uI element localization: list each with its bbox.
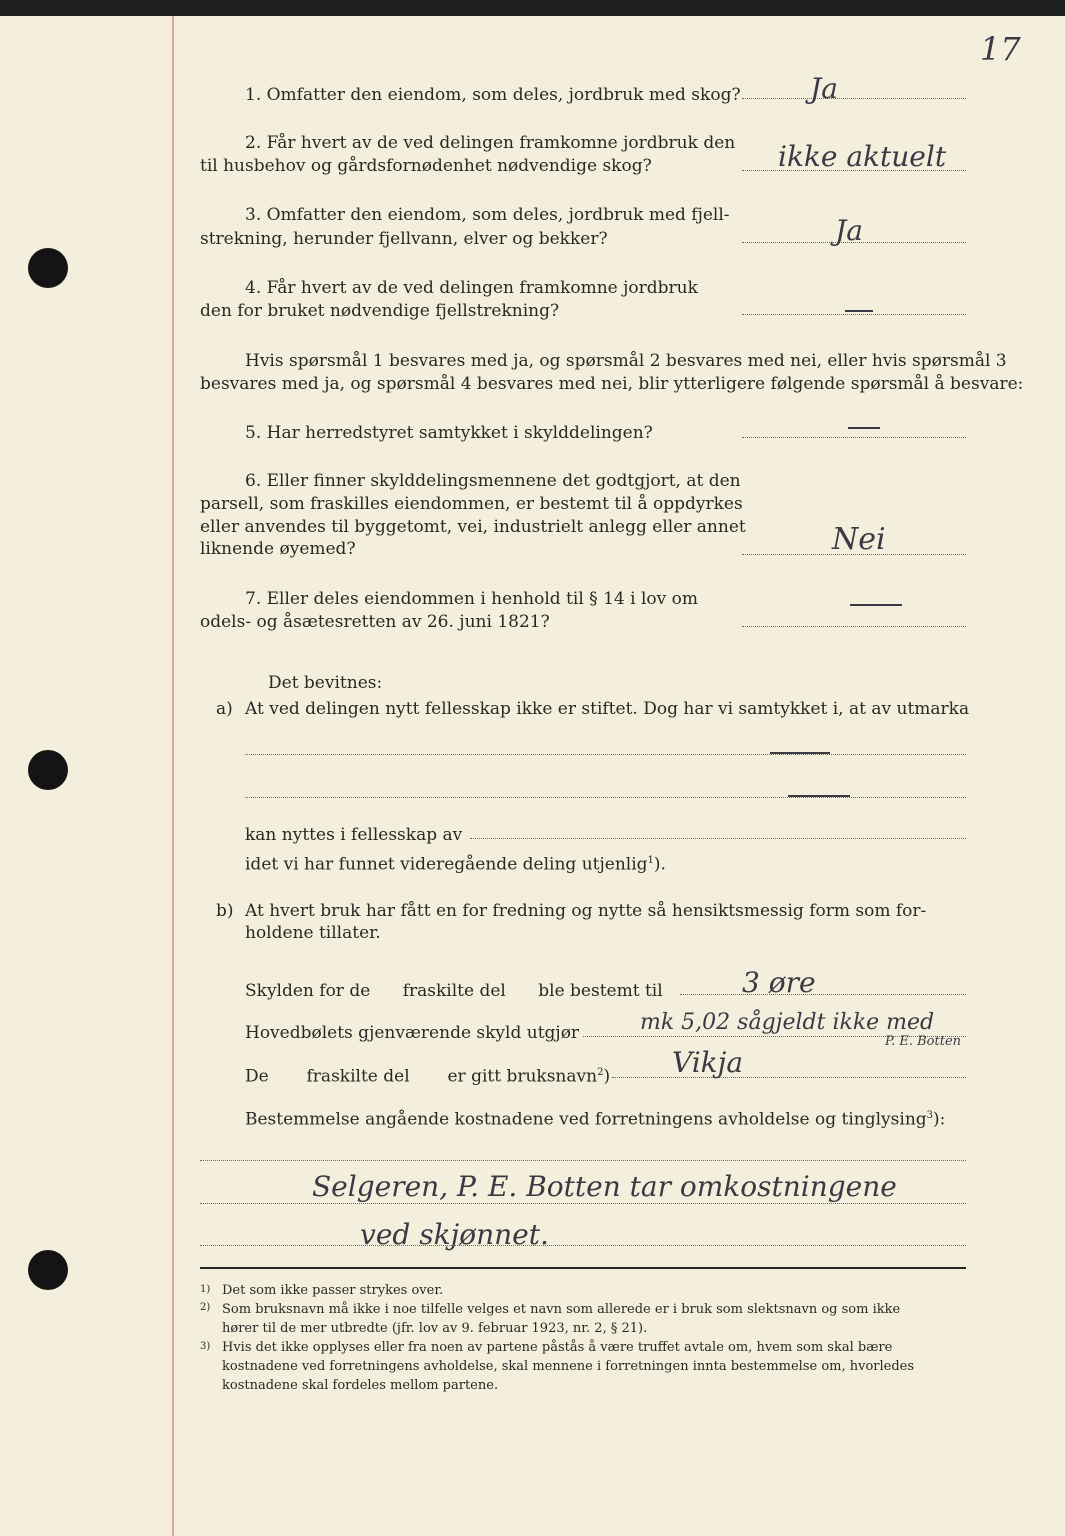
- question-4-text: 4. Får hvert av de ved delingen framkomne jordbruk: [245, 278, 698, 298]
- bruksnavn-label: De fraskilte del er gitt bruksnavn$^2$): [245, 1066, 611, 1087]
- question-2-text: 2. Får hvert av de ved delingen framkomne jordbruk den: [245, 133, 736, 153]
- bevitnes-heading: Det bevitnes:: [268, 673, 383, 693]
- kostnader-line: [200, 1203, 966, 1204]
- punch-hole: [28, 750, 68, 790]
- bruksnavn-line: [612, 1077, 966, 1078]
- clause-b-label: b): [216, 901, 234, 921]
- conditional-intro: Hvis spørsmål 1 besvares med ja, og spørsmål 2 besvares med nei, eller hvis spørsmål 3: [245, 351, 1007, 371]
- question-4-text: den for bruket nødvendige fjellstrekning?: [200, 301, 560, 321]
- footnote-3: kostnadene ved forretningens avholdelse, skal mennene i forretningen innta bestemmelse om, hvorledes: [222, 1359, 915, 1374]
- footnote-1: Det som ikke passer strykes over.: [222, 1283, 444, 1298]
- question-7-text: odels- og åsætesretten av 26. juni 1821?: [200, 612, 550, 632]
- kostnader-value: ved skjønnet.: [360, 1218, 549, 1251]
- footnote-3: Hvis det ikke opplyses eller fra noen av partene påstås å være truffet avtale om, hvem som skal bære: [222, 1340, 893, 1355]
- question-6-text: liknende øyemed?: [200, 539, 356, 559]
- answer-2: ikke aktuelt: [778, 140, 947, 173]
- kostnader-line: [200, 1245, 966, 1246]
- question-3-text: strekning, herunder fjellvann, elver og bekker?: [200, 229, 608, 249]
- clause-b-text: holdene tillater.: [245, 923, 381, 943]
- footnote-2-mark: 2): [200, 1302, 211, 1313]
- clause-a-label: a): [216, 699, 233, 719]
- answer-line: [742, 626, 966, 627]
- answer-6: Nei: [832, 522, 886, 557]
- scan-top-border: [0, 0, 1065, 16]
- footnote-3-mark: 3): [200, 1341, 211, 1352]
- answer-1: Ja: [810, 72, 838, 105]
- fill-line-dash: [788, 795, 850, 797]
- answer-line: [742, 98, 966, 99]
- page-number: 17: [980, 30, 1021, 68]
- footnote-1-mark: 1): [200, 1284, 211, 1295]
- clause-a-line4: idet vi har funnet videregående deling utjenlig$^1$).: [245, 854, 666, 875]
- hovedbol-label: Hovedbølets gjenværende skyld utgjør: [245, 1023, 580, 1043]
- footnote-2: hører til de mer utbredte (jfr. lov av 9. februar 1923, nr. 2, § 21).: [222, 1321, 648, 1336]
- question-6-text: eller anvendes til byggetomt, vei, industrielt anlegg eller annet: [200, 517, 746, 537]
- question-3-text: 3. Omfatter den eiendom, som deles, jordbruk med fjell-: [245, 205, 730, 225]
- kostnader-line: [200, 1160, 966, 1161]
- fill-line: [470, 838, 966, 839]
- kostnader-value: Selgeren, P. E. Botten tar omkostningene: [312, 1170, 897, 1203]
- question-1-text: 1. Omfatter den eiendom, som deles, jordbruk med skog?: [245, 85, 741, 105]
- question-6-text: 6. Eller finner skylddelingsmennene det godtgjort, at den: [245, 471, 741, 491]
- question-5-text: 5. Har herredstyret samtykket i skylddelingen?: [245, 423, 653, 443]
- skyld-value: 3 øre: [742, 966, 816, 999]
- question-7-text: 7. Eller deles eiendommen i henhold til § 14 i lov om: [245, 589, 698, 609]
- answer-5-dash: [848, 427, 880, 429]
- fill-line: [245, 797, 966, 798]
- hovedbol-value: mk 5,02 sågjeldt ikke med: [640, 1010, 935, 1035]
- question-2-text: til husbehov og gårdsfornødenhet nødvendige skog?: [200, 156, 652, 176]
- punch-hole: [28, 248, 68, 288]
- conditional-intro: besvares med ja, og spørsmål 4 besvares med nei, blir ytterligere følgende spørsmål å besvare:: [200, 374, 1024, 394]
- clause-b-text: At hvert bruk har fått en for fredning og nytte så hensiktsmessig form som for-: [245, 901, 927, 921]
- fill-line: [245, 754, 966, 755]
- kostnader-label: Bestemmelse angående kostnadene ved forretningens avholdelse og tinglysing$^3$):: [245, 1109, 946, 1130]
- footnote-2: Som bruksnavn må ikke i noe tilfelle velges et navn som allerede er i bruk som slektsnavn og som ikke: [222, 1302, 901, 1317]
- fill-line-dash: [770, 752, 830, 754]
- footnote-rule: [200, 1267, 966, 1269]
- clause-a-text: At ved delingen nytt fellesskap ikke er stiftet. Dog har vi samtykket i, at av utmarka: [245, 699, 970, 719]
- skyld-line: [680, 994, 966, 995]
- answer-line: [742, 314, 966, 315]
- question-6-text: parsell, som fraskilles eiendommen, er bestemt til å oppdyrkes: [200, 494, 743, 514]
- answer-7-dash: [850, 604, 902, 606]
- answer-3: Ja: [835, 214, 863, 247]
- bruksnavn-value: Vikja: [672, 1046, 744, 1079]
- answer-4-dash: [845, 310, 873, 312]
- clause-a-line3: kan nyttes i fellesskap av: [245, 825, 463, 845]
- hovedbol-value-note: P. E. Botten: [885, 1034, 962, 1049]
- answer-line: [742, 437, 966, 438]
- skyld-label: Skylden for de fraskilte del ble bestemt til: [245, 981, 663, 1001]
- footnote-3: kostnadene skal fordeles mellom partene.: [222, 1378, 499, 1393]
- punch-hole: [28, 1250, 68, 1290]
- red-margin-line: [172, 16, 174, 1536]
